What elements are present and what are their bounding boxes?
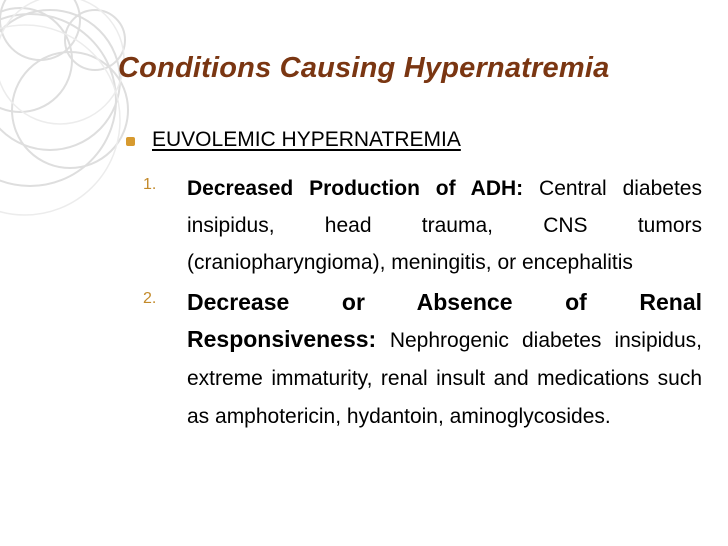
list-item-number: 1. [143,176,157,193]
numbered-list [143,170,702,435]
list-item [143,284,702,435]
list-item-term: Decrease or Absence of Renal Responsiveness: [187,289,702,352]
list-item-description: Nephrogenic diabetes insipidus, extreme immaturity, renal insult and medications such as amphotericin, hydantoin, aminoglycosides. [187,329,702,428]
bullet-item [126,128,461,152]
section-heading: EUVOLEMIC HYPERNATREMIA [152,128,461,151]
list-item-number: 2. [143,290,157,307]
list-item-description: Central diabetes insipidus, head trauma, CNS tumors (craniopharyngioma), meningitis, or encephalitis [187,177,702,274]
square-bullet-icon [126,137,135,146]
list-item-term: Decreased Production of ADH: [187,177,524,200]
list-item-text [187,284,702,435]
list-item [143,170,702,281]
slide-title: Conditions Causing Hypernatremia [118,52,610,84]
list-item-text [187,170,702,281]
